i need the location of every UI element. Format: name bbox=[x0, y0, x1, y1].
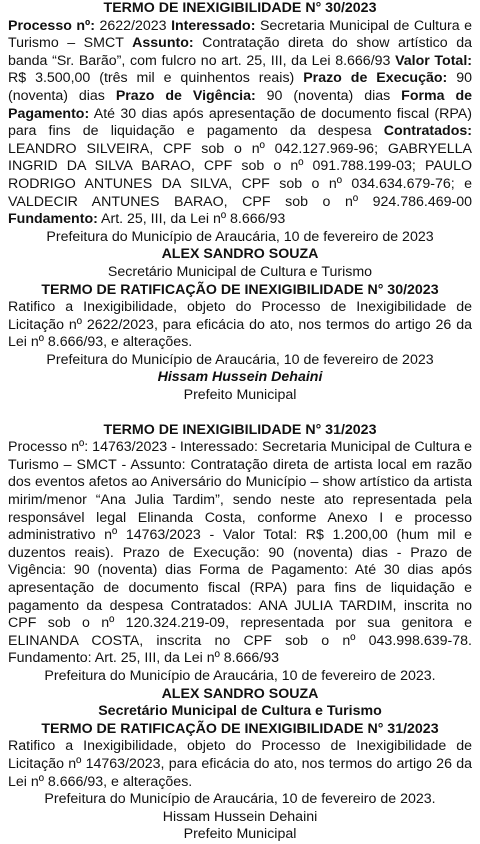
ratification-31-body: Ratifico a Inexigibilidade, objeto do Processo de Inexigibilidade de Licitação nº 14763/2023, para eficácia do ato, nos termos do artigo 26 da Lei nº 8.666/93, e alterações. bbox=[8, 738, 472, 790]
term-30-signer-role: Secretário Municipal de Cultura e Turismo bbox=[107, 263, 373, 280]
term-30-place-date: Prefeitura do Município de Araucária, 10 de fevereiro de 2023 bbox=[46, 228, 434, 245]
ratification-30-signer: Hissam Hussein Dehaini bbox=[157, 369, 323, 386]
ratification-31-signer-role: Prefeito Municipal bbox=[183, 826, 297, 843]
term-30-title: TERMO DE INEXIGIBILIDADE N° 30/2023 bbox=[103, 0, 377, 16]
ratification-30-signer-role: Prefeito Municipal bbox=[183, 387, 297, 404]
term-31-body: Processo nº: 14763/2023 - Interessado: Secretaria Municipal de Cultura e Turismo – SMCT - Assunto: Contratação direta de artista local em razão dos eventos afetos ao Aniversário do Município – show artístico da artista mirim/menor “Ana Julia Tardim”, sendo neste ato representada pela responsável legal Elinanda Costa, conforme Anexo I e processo administrativo nº 14763/2023 - Valor Total: R$ 1.200,00 (hum mil e duzentos reais). Prazo de Execução: 90 (noventa) dias - Prazo de Vigência: 90 (noventa) dias Forma de Pagamento: Até 30 dias após apresentação de documento fiscal (RPA) para fins de liquidação e pagamento da despesa Contratados: ANA JULIA TARDIM, inscrita no CPF sob o nº 120.324.219-09, representada por sua genitora e ELINANDA COSTA, inscrita no CPF sob o nº 043.998.639-78. Fundamento: Art. 25, III, da Lei nº 8.666/93 bbox=[8, 439, 472, 667]
term-30-signer: ALEX SANDRO SOUZA bbox=[161, 246, 319, 263]
section-spacer bbox=[8, 405, 472, 422]
ratification-31-title: TERMO DE RATIFICAÇÃO DE INEXIGIBILIDADE N° 31/2023 bbox=[41, 720, 439, 737]
ratification-31-signer: Hissam Hussein Dehaini bbox=[162, 808, 318, 825]
term-31-title: TERMO DE INEXIGIBILIDADE N° 31/2023 bbox=[103, 421, 377, 438]
ratification-30-body: Ratifico a Inexigibilidade, objeto do Processo de Inexigibilidade de Licitação nº 2622/2023, para eficácia do ato, nos termos do artigo 26 da Lei nº 8.666/93, e alterações. bbox=[8, 299, 472, 351]
ratification-30-title: TERMO DE RATIFICAÇÃO DE INEXIGIBILIDADE N° 30/2023 bbox=[41, 281, 439, 298]
term-31-signer-role: Secretário Municipal de Cultura e Turismo bbox=[98, 703, 382, 720]
term-31-signer: ALEX SANDRO SOUZA bbox=[161, 685, 319, 702]
document-page bbox=[8, 0, 472, 844]
term-30-body: Processo nº: 2622/2023 Interessado: Secretaria Municipal de Cultura e Turismo – SMCT Assunto: Contratação direta do show artístico da banda “Sr. Barão”, com fulcro no art. 25, III, da Lei 8.666/93 Valor Total: R$ 3.500,00 (três mil e quinhentos reais) Prazo de Execução: 90 (noventa) dias Prazo de Vigência: 90 (noventa) dias Forma de Pagamento: Até 30 dias após apresentação de documento fiscal (RPA) para fins de liquidação e pagamento da despesa Contratados: LEANDRO SILVEIRA, CPF sob o nº 042.127.969-96; GABRYELLA INGRID DA SILVA BARAO, CPF sob o nº 091.788.199-03; PAULO RODRIGO ANTUNES DA SILVA, CPF sob o nº 034.634.679-76; e VALDECIR ANTUNES BARAO, CPF sob o nº 924.786.469-00 Fundamento: Art. 25, III, da Lei nº 8.666/93 bbox=[8, 17, 472, 228]
ratification-30-place-date: Prefeitura do Município de Araucária, 10 de fevereiro de 2023 bbox=[46, 351, 434, 368]
ratification-31-place-date: Prefeitura do Município de Araucária, 10 de fevereiro de 2023. bbox=[44, 791, 436, 808]
term-31-place-date: Prefeitura do Município de Araucária, 10 de fevereiro de 2023. bbox=[44, 667, 436, 684]
